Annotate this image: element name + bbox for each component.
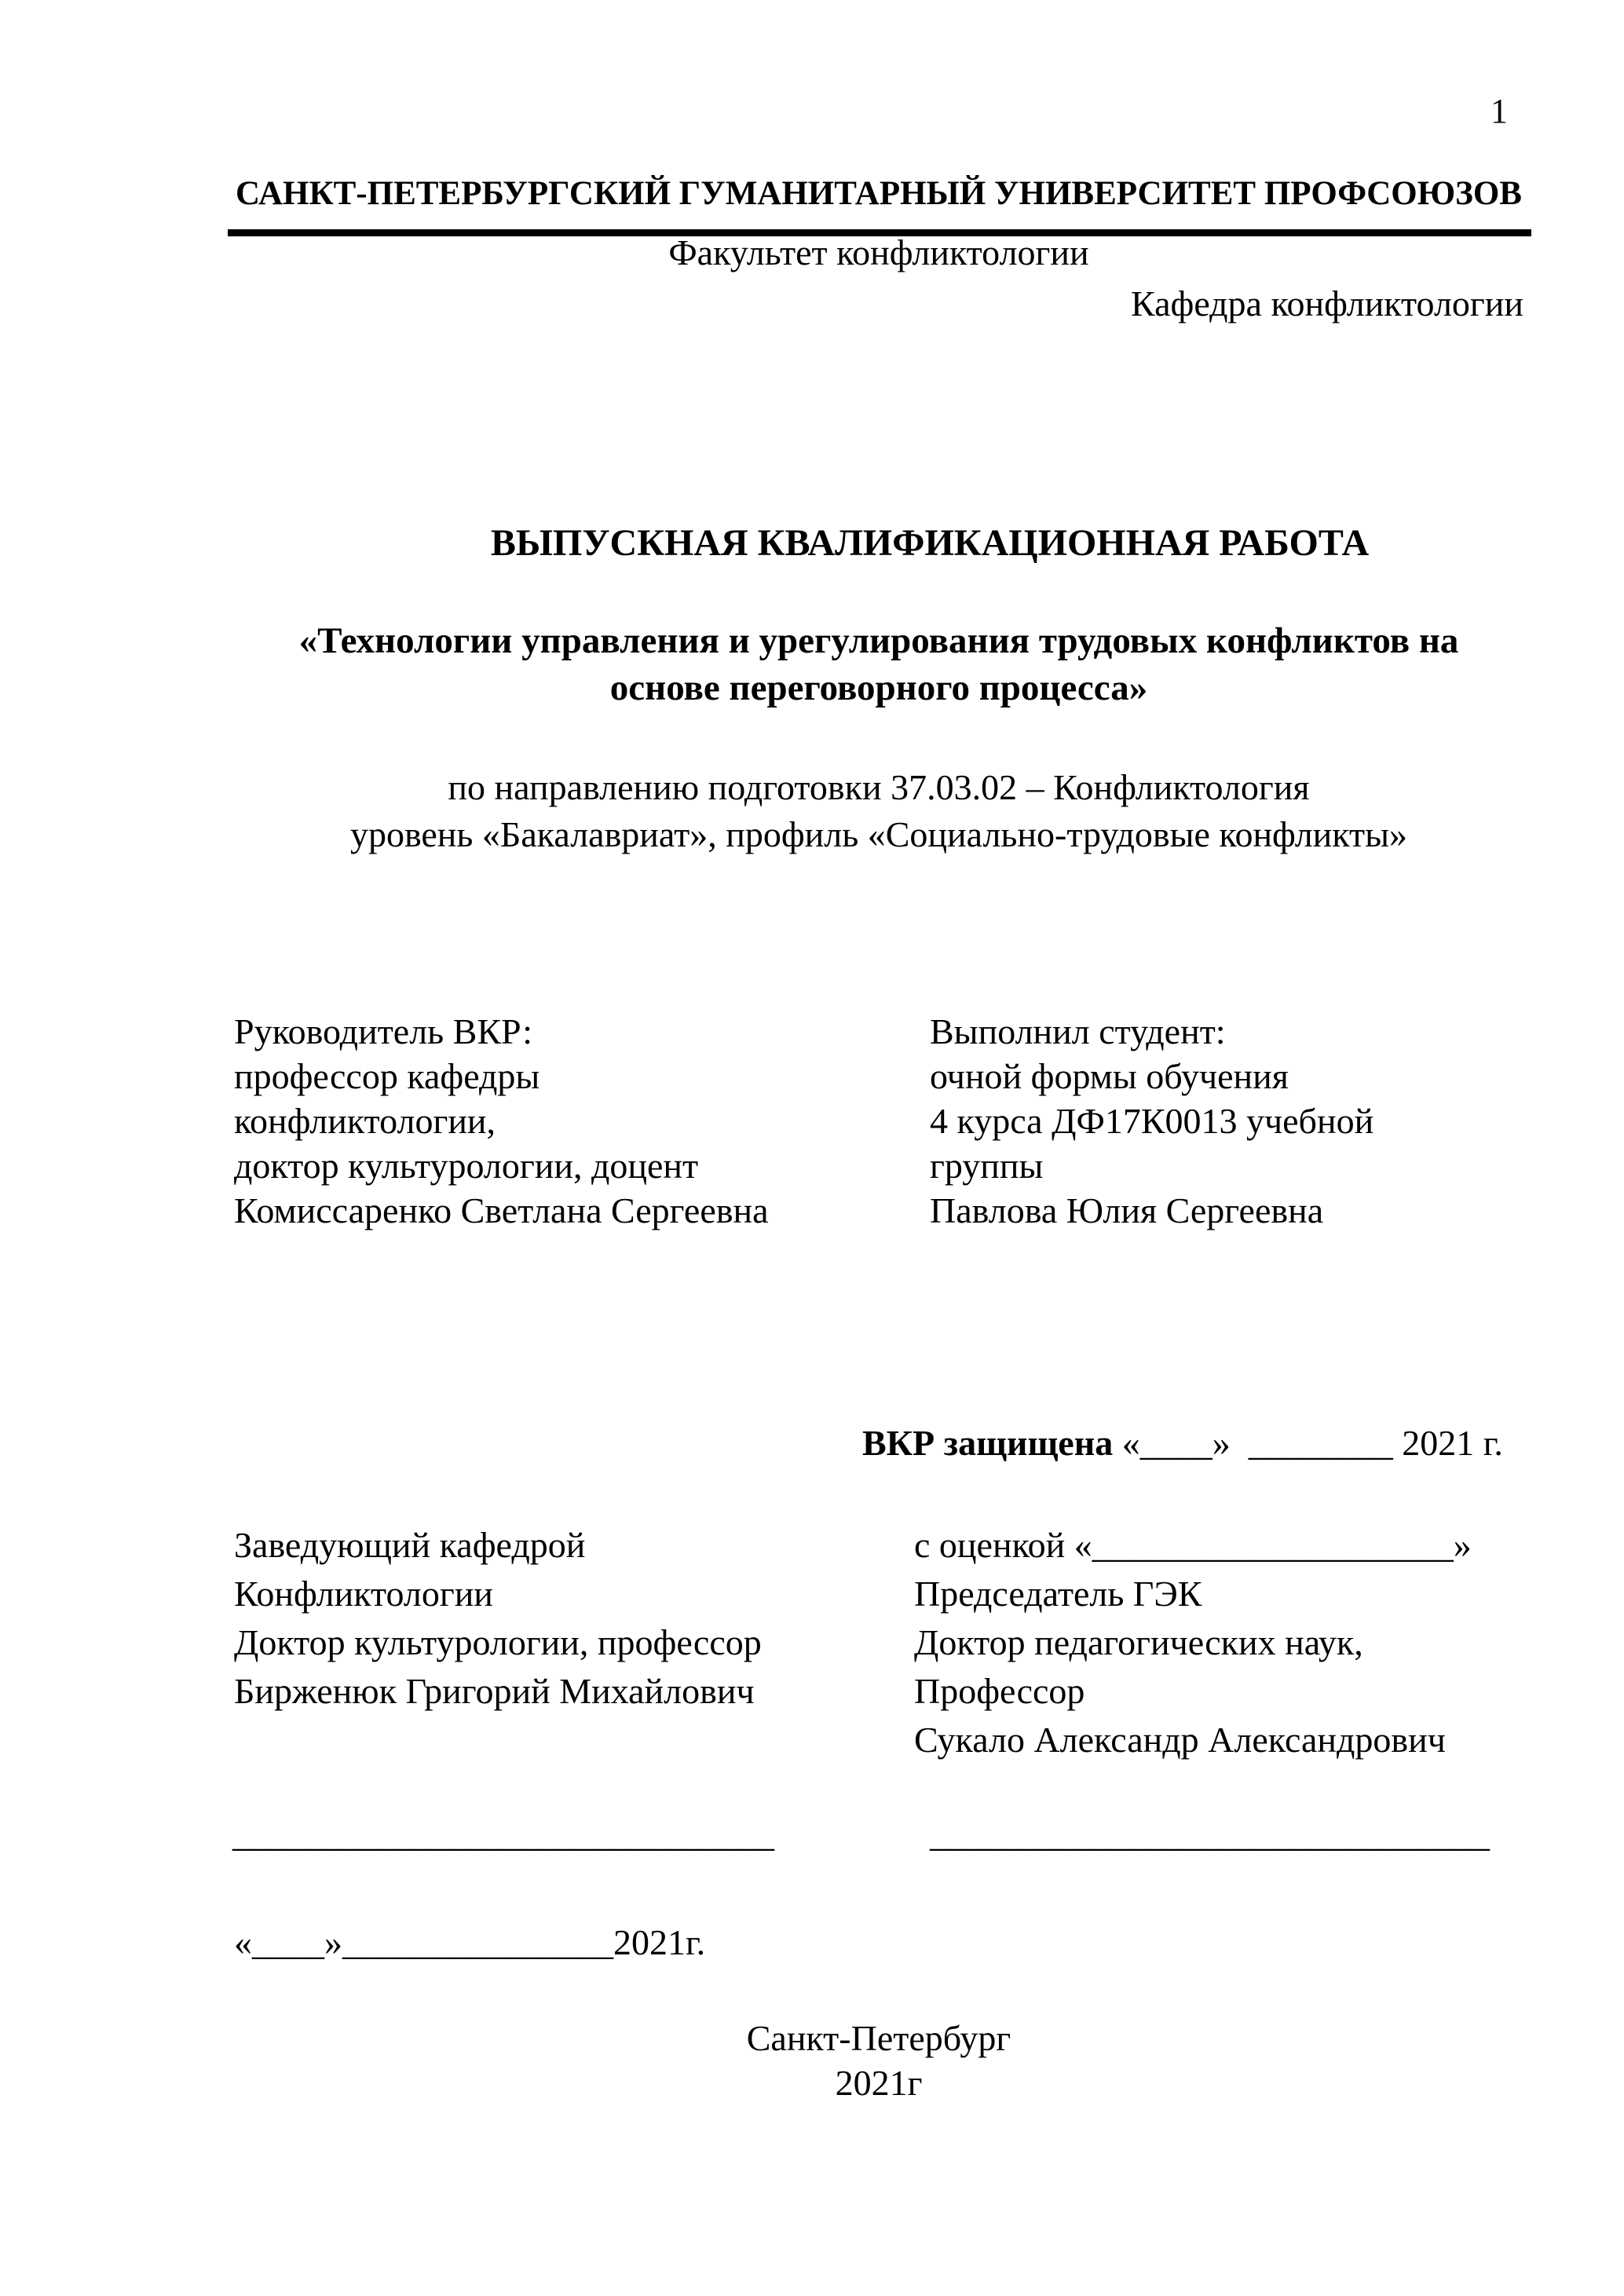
student-form-line: очной формы обучения [930, 1056, 1289, 1096]
defense-date-blanks: «____» ________ 2021 г. [1113, 1423, 1503, 1463]
thesis-title-line1: «Технологии управления и урегулирования трудовых конфликтов на [298, 620, 1459, 661]
supervisor-block [234, 1009, 769, 1233]
signature-line-left: ______________________________ [232, 1814, 774, 1854]
thesis-title-line2: основе переговорного процесса» [609, 667, 1148, 708]
head-degree-line: Доктор культурологии, профессор [234, 1622, 762, 1662]
student-group-line2: группы [930, 1146, 1044, 1186]
footer-year-line: 2021г [835, 2063, 923, 2103]
supervisor-name-line: Комиссаренко Светлана Сергеевна [234, 1190, 769, 1230]
program-direction-line: по направлению подготовки 37.03.02 – Конфликтология [448, 767, 1310, 807]
program-info [234, 764, 1523, 858]
department-line: Кафедра конфликтологии [1131, 283, 1523, 324]
head-name-line: Бирженюк Григорий Михайлович [234, 1671, 755, 1711]
supervisor-role-line: Руководитель ВКР: [234, 1011, 533, 1051]
faculty-line: Факультет конфликтологии [668, 232, 1089, 272]
signature-line-right: _______________________________ [930, 1814, 1490, 1854]
supervisor-title-line1: профессор кафедры [234, 1056, 540, 1096]
page-number: 1 [1490, 92, 1508, 130]
student-role-line: Выполнил студент: [930, 1011, 1226, 1051]
committee-name-line: Сукало Александр Александрович [914, 1720, 1446, 1760]
defense-date-line [826, 1376, 1503, 1510]
head-role-line1: Заведующий кафедрой [234, 1525, 586, 1565]
footer-block [234, 2016, 1523, 2105]
supervisor-degree-line: доктор культурологии, доцент [234, 1146, 699, 1186]
program-level-line: уровень «Бакалавриат», профиль «Социально-трудовые конфликты» [349, 814, 1408, 854]
grade-blank-line: с оценкой «____________________» [914, 1525, 1472, 1565]
student-group-line1: 4 курса ДФ17К0013 учебной [930, 1101, 1374, 1141]
footer-city-line: Санкт-Петербург [746, 2018, 1011, 2058]
thesis-title [234, 617, 1523, 711]
work-type-title: ВЫПУСКНАЯ КВАЛИФИКАЦИОННАЯ РАБОТА [490, 522, 1370, 564]
defense-label: ВКР защищена [862, 1423, 1114, 1463]
supervisor-title-line2: конфликтологии, [234, 1101, 496, 1141]
committee-block [914, 1521, 1472, 1764]
date-blank-line: «____»_______________2021г. [234, 1922, 706, 1962]
head-role-line2: Конфликтологии [234, 1574, 493, 1614]
department-head-block [234, 1521, 762, 1716]
committee-chair-line: Председатель ГЭК [914, 1574, 1202, 1614]
university-name: САНКТ-ПЕТЕРБУРГСКИЙ ГУМАНИТАРНЫЙ УНИВЕРСИТЕТ ПРОФСОЮЗОВ [236, 175, 1522, 212]
student-name-line: Павлова Юлия Сергеевна [930, 1190, 1324, 1230]
student-block [930, 1009, 1373, 1233]
committee-degree-line: Доктор педагогических наук, [914, 1622, 1363, 1662]
committee-title-line: Профессор [914, 1671, 1085, 1711]
